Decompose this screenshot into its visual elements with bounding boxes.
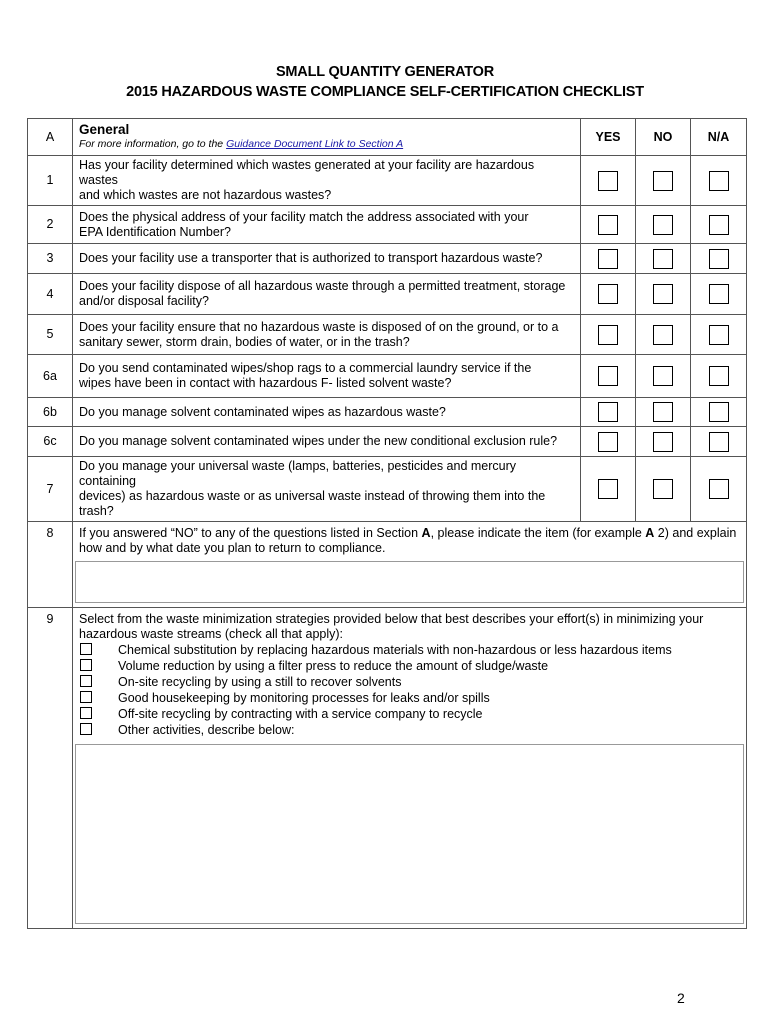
na-checkbox[interactable] <box>709 366 729 386</box>
yes-checkbox[interactable] <box>598 432 618 452</box>
question-text <box>73 427 581 457</box>
question-row <box>28 156 747 206</box>
na-checkbox[interactable] <box>709 479 729 499</box>
section-info <box>79 137 574 152</box>
na-checkbox[interactable] <box>709 432 729 452</box>
no-checkbox[interactable] <box>653 284 673 304</box>
checklist-table <box>27 118 747 929</box>
question-row <box>28 355 747 398</box>
question-line2: wipes have been in contact with hazardous F- listed solvent waste? <box>79 376 452 390</box>
question-row-8 <box>28 522 747 608</box>
q8-bold-example: A <box>645 526 655 540</box>
yes-checkbox[interactable] <box>598 215 618 235</box>
section-header-row <box>28 119 747 156</box>
strategy-label: Volume reduction by using a filter press to reduce the amount of sludge/waste <box>118 659 549 673</box>
section-label: A <box>28 119 73 156</box>
section-heading: General <box>79 122 130 137</box>
q9-text-line2: hazardous waste streams (check all that apply): <box>79 627 344 641</box>
form-title-line2: 2015 HAZARDOUS WASTE COMPLIANCE SELF-CERTIFICATION CHECKLIST <box>126 84 644 100</box>
q8-text-line2: how and by what date you plan to return to compliance. <box>79 541 386 555</box>
q8-text-part2: , please indicate the item (for example <box>430 526 646 540</box>
question-number: 7 <box>28 457 73 522</box>
page-number: 2 <box>677 990 685 1006</box>
strategy-label: Other activities, describe below: <box>118 723 295 737</box>
question-line1: Does the physical address of your facility match the address associated with your <box>79 209 529 224</box>
question-text <box>73 315 581 355</box>
q8-answer-box[interactable] <box>75 561 744 603</box>
na-checkbox[interactable] <box>709 325 729 345</box>
strategy-label: On-site recycling by using a still to recover solvents <box>118 675 402 689</box>
form-title-line1: SMALL QUANTITY GENERATOR <box>275 64 495 80</box>
col-yes: YES <box>581 119 636 156</box>
strategy-checkbox[interactable] <box>80 707 92 719</box>
question-line1: Has your facility determined which wastes generated at your facility are hazardous wastes <box>79 158 535 187</box>
question-row <box>28 398 747 427</box>
question-row <box>28 457 747 522</box>
na-checkbox[interactable] <box>709 402 729 422</box>
question-text <box>73 274 581 315</box>
question-row <box>28 315 747 355</box>
strategy-checkbox[interactable] <box>80 675 92 687</box>
q8-text-part3: 2) and explain <box>654 526 737 540</box>
question-number: 3 <box>28 244 73 274</box>
question-text <box>73 156 581 206</box>
yes-checkbox[interactable] <box>598 366 618 386</box>
q8-text <box>79 526 740 541</box>
question-number: 6b <box>28 398 73 427</box>
question-row <box>28 427 747 457</box>
question-line1: Do you send contaminated wipes/shop rags to a commercial laundry service if the <box>79 361 532 375</box>
col-na: N/A <box>691 119 747 156</box>
question-line1: Does your facility use a transporter that is authorized to transport hazardous waste? <box>79 251 543 265</box>
yes-checkbox[interactable] <box>598 171 618 191</box>
no-checkbox[interactable] <box>653 325 673 345</box>
question-number: 9 <box>28 608 73 929</box>
question-line1: Do you manage solvent contaminated wipes under the new conditional exclusion rule? <box>79 434 558 448</box>
question-line2: devices) as hazardous waste or as universal waste instead of throwing them into the trash? <box>79 489 546 518</box>
question-line2: sanitary sewer, storm drain, bodies of water, or in the trash? <box>79 334 410 349</box>
question-line1: Does your facility dispose of all hazardous waste through a permitted treatment, storage <box>79 279 566 293</box>
question-number: 5 <box>28 315 73 355</box>
question-number: 4 <box>28 274 73 315</box>
strategy-label: Off-site recycling by contracting with a service company to recycle <box>118 707 483 721</box>
question-line1: Do you manage your universal waste (lamps, batteries, pesticides and mercury containing <box>79 459 517 488</box>
no-checkbox[interactable] <box>653 366 673 386</box>
na-checkbox[interactable] <box>709 249 729 269</box>
na-checkbox[interactable] <box>709 215 729 235</box>
strategy-option <box>79 674 740 690</box>
no-checkbox[interactable] <box>653 171 673 191</box>
question-row <box>28 274 747 315</box>
section-header-cell <box>73 119 581 156</box>
question-row-9 <box>28 608 747 929</box>
question-row <box>28 244 747 274</box>
question-line1: Does your facility ensure that no hazardous waste is disposed of on the ground, or to a <box>79 319 559 334</box>
question-text <box>73 355 581 398</box>
strategy-label: Chemical substitution by replacing hazardous materials with non-hazardous or less hazardous items <box>118 643 672 657</box>
question-number: 2 <box>28 206 73 244</box>
no-checkbox[interactable] <box>653 249 673 269</box>
yes-checkbox[interactable] <box>598 479 618 499</box>
question-text <box>73 398 581 427</box>
na-checkbox[interactable] <box>709 171 729 191</box>
question-line2: and which wastes are not hazardous wastes? <box>79 188 332 202</box>
strategy-checkbox[interactable] <box>80 723 92 735</box>
yes-checkbox[interactable] <box>598 249 618 269</box>
no-checkbox[interactable] <box>653 479 673 499</box>
col-no: NO <box>636 119 691 156</box>
question-text <box>73 457 581 522</box>
q9-cell <box>73 608 747 929</box>
strategy-label: Good housekeeping by monitoring processes for leaks and/or spills <box>118 691 490 705</box>
strategy-checkbox[interactable] <box>80 691 92 703</box>
question-row <box>28 206 747 244</box>
strategy-option <box>79 658 740 674</box>
question-text <box>73 244 581 274</box>
yes-checkbox[interactable] <box>598 325 618 345</box>
q8-cell <box>73 522 747 608</box>
question-line1: Do you manage solvent contaminated wipes as hazardous waste? <box>79 404 446 419</box>
strategy-option <box>79 722 740 738</box>
other-activities-box[interactable] <box>75 744 744 924</box>
no-checkbox[interactable] <box>653 215 673 235</box>
question-text <box>73 206 581 244</box>
yes-checkbox[interactable] <box>598 402 618 422</box>
q8-text-part1: If you answered “NO” to any of the questions listed in Section <box>79 526 422 540</box>
question-number: 8 <box>28 522 73 608</box>
question-number: 6a <box>28 355 73 398</box>
question-number: 1 <box>28 156 73 206</box>
na-checkbox[interactable] <box>709 284 729 304</box>
strategy-option <box>79 690 740 706</box>
question-line2: EPA Identification Number? <box>79 224 231 239</box>
q9-text-line1: Select from the waste minimization strategies provided below that best describes your effort(s) in minimizing your <box>79 612 704 626</box>
guidance-link[interactable]: Guidance Document Link to Section A <box>226 138 404 150</box>
no-checkbox[interactable] <box>653 402 673 422</box>
question-number: 6c <box>28 427 73 457</box>
strategy-checkbox[interactable] <box>80 643 92 655</box>
yes-checkbox[interactable] <box>598 284 618 304</box>
strategy-checkbox[interactable] <box>80 659 92 671</box>
strategy-option <box>79 706 740 722</box>
no-checkbox[interactable] <box>653 432 673 452</box>
strategy-option <box>79 642 740 658</box>
q8-bold-section: A <box>421 526 431 540</box>
info-prefix: For more information, go to the <box>79 138 227 150</box>
question-line2: and/or disposal facility? <box>79 294 209 308</box>
